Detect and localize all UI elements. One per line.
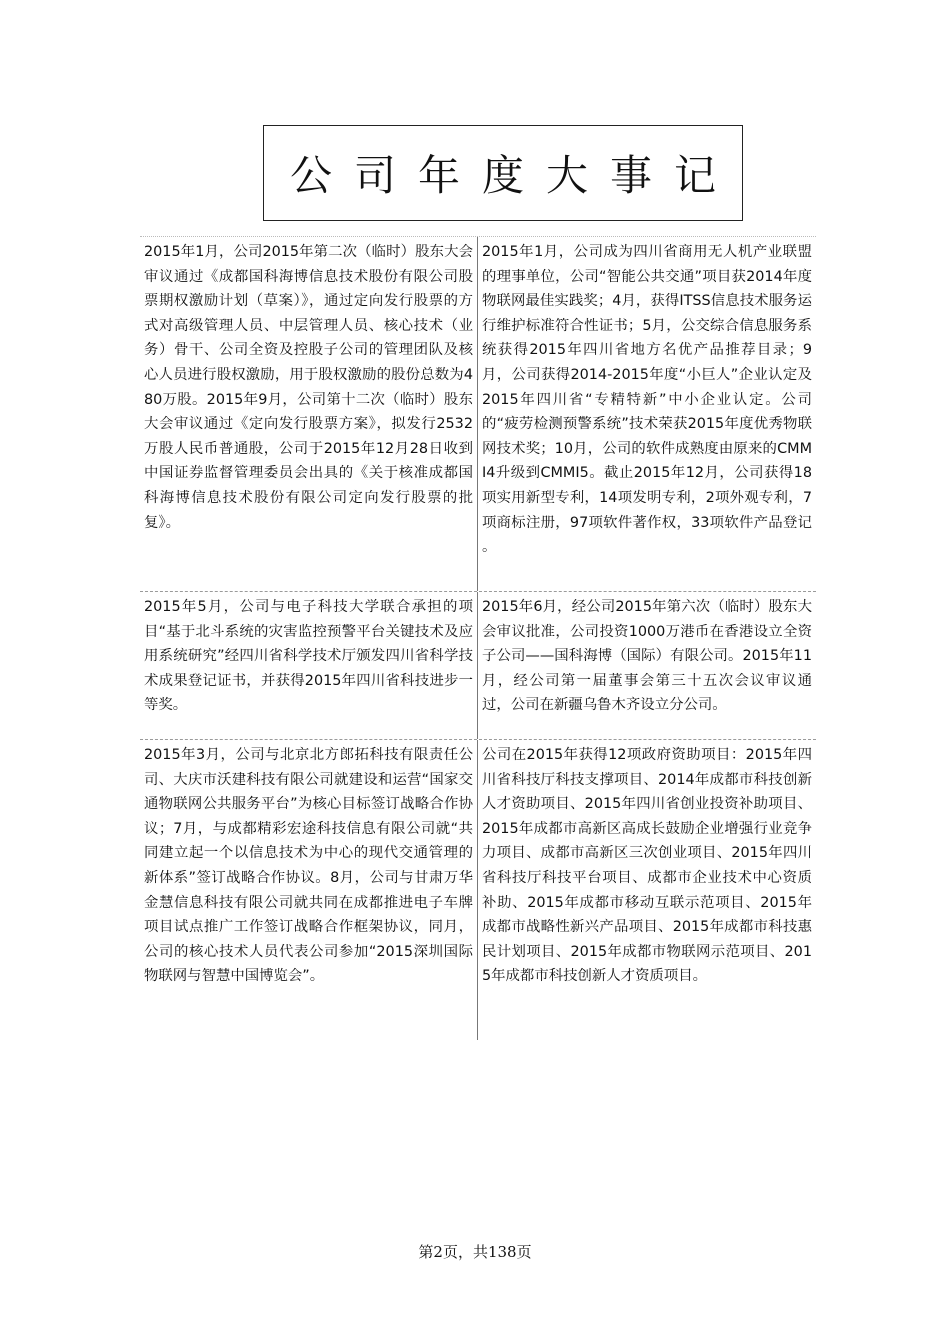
events-row-1 — [140, 236, 816, 591]
events-row-2 — [140, 591, 816, 739]
title-box — [263, 125, 743, 221]
event-cell-awards-patents: 2015年1月，公司成为四川省商用无人机产业联盟的理事单位，公司“智能公共交通”项目获2014年度物联网最佳实践奖；4月，获得ITSS信息技术服务运行维护标准符合性证书；5月，公交综合信息服务系统获得2015年四川省地方名优产品推荐目录；9月，公司获得2014-2015年度“小巨人”企业认定及2015年四川省“专精特新”中小企业认定。公司的“疲劳检测预警系统”技术荣获2015年度优秀物联网技术奖；10月，公司的软件成熟度由原来的CMMI4升级到CMMI5。截止2015年12月，公司获得18项实用新型专利，14项发明专利，2项外观专利，7项商标注册，97项软件著作权，33项软件产品登记 。 — [482, 244, 812, 556]
event-cell-subsidiary: 2015年6月，经公司2015年第六次（临时）股东大会审议批准，公司投资1000万港币在香港设立全资子公司——国科海博（国际）有限公司。2015年11月，经公司第一届董事会第三十五次会议审议通过，公司在新疆乌鲁木齐设立分公司。 — [482, 599, 812, 714]
event-cell-beidou-project: 2015年5月，公司与电子科技大学联合承担的项目“基于北斗系统的灾害监控预警平台关键技术及应用系统研究”经四川省科学技术厅颁发四川省科学技术成果登记证书，并获得2015年四川省科技进步一等奖。 — [140, 592, 478, 739]
events-table — [140, 236, 816, 1040]
events-row-3 — [140, 739, 816, 1040]
page-title: 公司年度大事记 — [289, 151, 738, 200]
event-cell-strategic-cooperation: 2015年3月，公司与北京北方郎拓科技有限责任公司、大庆市沃建科技有限公司就建设和运营“国家交通物联网公共服务平台”为核心目标签订战略合作协议；7月，与成都精彩宏途科技信息有限公司就“共同建立起一个以信息技术为中心的现代交通管理的新体系”签订战略合作协议。8月，公司与甘肃万华金慧信息科技有限公司就共同在成都推进电子车牌项目试点推广工作签订战略合作框架协议，同月，公司的核心技术人员代表公司参加“2015深圳国际物联网与智慧中国博览会”。 — [140, 740, 478, 1040]
page-number: 第2页，共138页 — [418, 1243, 532, 1261]
event-cell-equity-incentive: 2015年1月，公司2015年第二次（临时）股东大会审议通过《成都国科海博信息技术股份有限公司股票期权激励计划（草案）》，通过定向发行股票的方式对高级管理人员、中层管理人员、核心技术（业务）骨干、公司全资及控股子公司的管理团队及核心人员进行股权激励，用于股权激励的股份总数为480万股。2015年9月，公司第十二次（临时）股东大会审议通过《定向发行股票方案》，拟发行2532万股人民币普通股，公司于2015年12月28日收到中国证券监督管理委员会出具的《关于核准成都国科海博信息技术股份有限公司定向发行股票的批复》。 — [140, 237, 478, 591]
event-cell-government-funding: 公司在2015年获得12项政府资助项目：2015年四川省科技厅科技支撑项目、2014年成都市科技创新人才资助项目、2015年四川省创业投资补助项目、2015年成都市高新区高成长鼓励企业增强行业竞争力项目、成都市高新区三次创业项目、2015年四川省科技厅科技平台项目、成都市企业技术中心资质补助、2015年成都市移动互联示范项目、2015年成都市战略性新兴产品项目、2015年成都市科技惠民计划项目、2015年成都市物联网示范项目、2015年成都市科技创新人才资质项目。 — [482, 747, 812, 985]
